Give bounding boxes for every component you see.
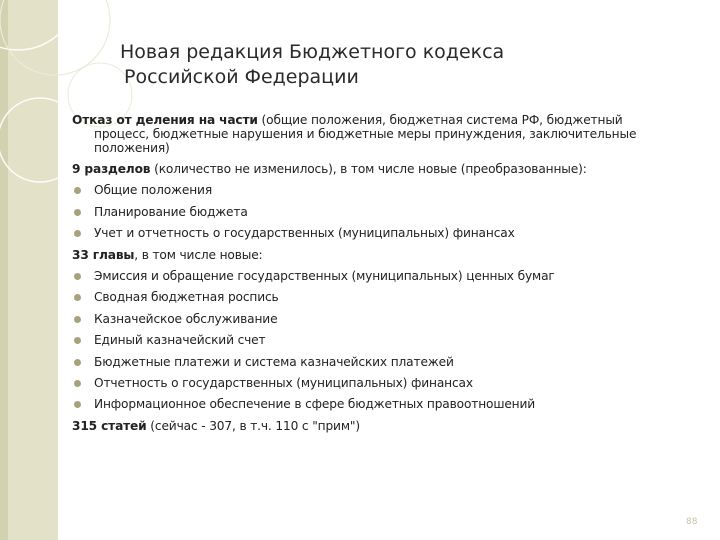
paragraph-sections-bold: 9 разделов — [72, 162, 151, 176]
paragraph-articles-bold: 315 статей — [72, 418, 147, 433]
list-item — [72, 180, 692, 201]
bullet-icon — [74, 401, 81, 408]
list-item-label: Планирование бюджета — [94, 204, 248, 219]
bullet-icon — [74, 359, 81, 366]
title-line-2: Российской Федерации — [124, 66, 359, 88]
paragraph-parts-bold: Отказ от деления на части — [72, 113, 258, 127]
bullet-icon — [74, 187, 81, 194]
list-item — [72, 394, 692, 415]
list-item — [72, 202, 692, 223]
list-item — [72, 223, 692, 244]
list-item-label: Казначейское обслуживание — [94, 311, 278, 326]
list-item — [72, 287, 692, 308]
paragraph-parts-text: (общие положения, бюджетная система РФ, бюджетный — [257, 113, 623, 127]
list-item — [72, 266, 692, 287]
list-item-label: Сводная бюджетная роспись — [94, 290, 279, 305]
list-item-label: Информационное обеспечение в сфере бюджетных правоотношений — [94, 397, 536, 412]
list-item — [72, 352, 692, 373]
list-item-label: Отчетность о государственных (муниципальных) финансах — [94, 376, 473, 391]
list-item-label: Учет и отчетность о государственных (муниципальных) финансах — [94, 226, 515, 241]
paragraph-sections-text: (количество не изменилось), в том числе новые (преобразованные): — [150, 162, 587, 176]
page-number: 88 — [686, 517, 698, 527]
bullet-icon — [74, 209, 81, 216]
bullet-icon — [74, 316, 81, 323]
bullet-icon — [74, 230, 81, 237]
list-item-label: Эмиссия и обращение государственных (муниципальных) ценных бумаг — [94, 269, 555, 284]
bullet-icon — [74, 273, 81, 280]
title-line-1: Новая редакция Бюджетного кодекса — [120, 41, 505, 63]
slide-content — [72, 110, 692, 437]
bullet-icon — [74, 337, 81, 344]
bullet-icon — [74, 380, 81, 387]
paragraph-parts — [72, 113, 692, 155]
paragraph-articles-text: (сейчас - 307, в т.ч. 110 с "прим") — [146, 418, 360, 433]
list-item — [72, 309, 692, 330]
paragraph-parts-cont-2: положения) — [94, 141, 170, 155]
paragraph-chapters — [72, 245, 692, 266]
sidebar-stripe — [0, 0, 8, 540]
list-item-label: Общие положения — [94, 183, 213, 198]
paragraph-articles — [72, 416, 692, 437]
list-item — [72, 373, 692, 394]
slide-title — [120, 40, 640, 90]
list-item — [72, 330, 692, 351]
paragraph-parts-cont-1: процесс, бюджетные нарушения и бюджетные меры принуждения, заключительные — [94, 127, 637, 141]
paragraph-chapters-bold: 33 главы — [72, 247, 135, 262]
sidebar-decoration — [0, 0, 58, 540]
paragraph-chapters-text: , в том числе новые: — [134, 247, 263, 262]
list-item-label: Единый казначейский счет — [94, 333, 266, 348]
bullet-icon — [74, 294, 81, 301]
paragraph-sections — [72, 159, 692, 180]
list-item-label: Бюджетные платежи и система казначейских платежей — [94, 354, 454, 369]
